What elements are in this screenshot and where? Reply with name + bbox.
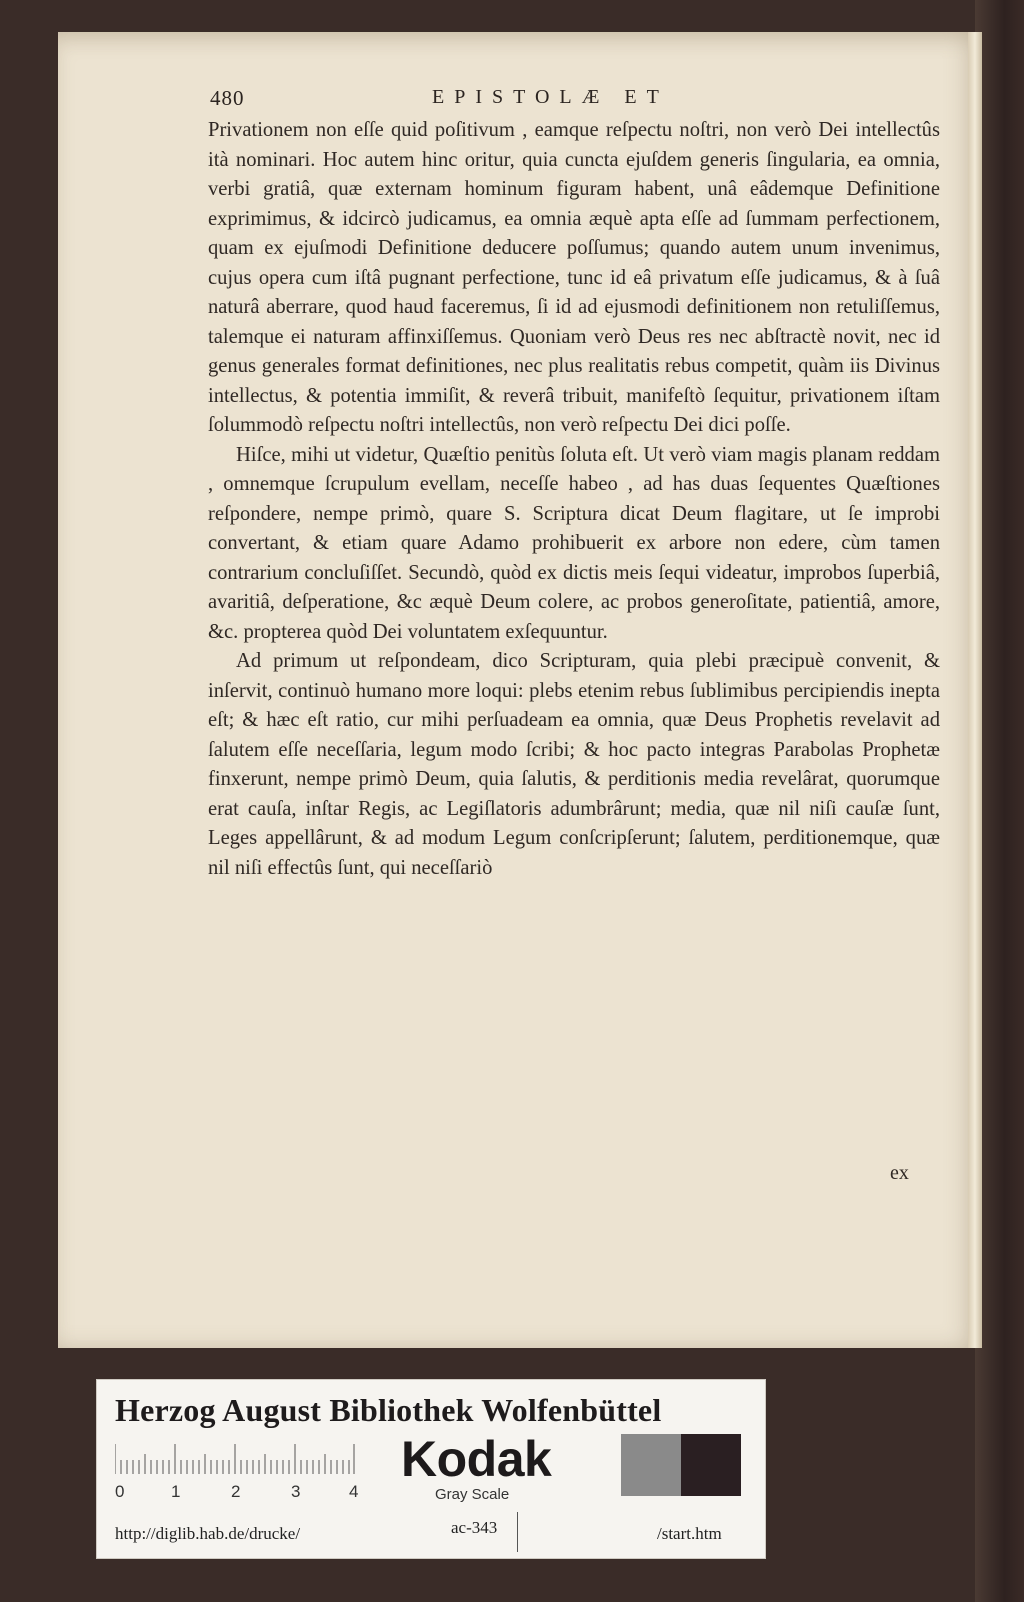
url-right: /start.htm [657, 1524, 722, 1543]
ruler-number: 2 [231, 1482, 241, 1501]
catchword: ex [890, 1162, 909, 1184]
page-header [210, 86, 940, 116]
shelfmark-code: ac-343 [451, 1518, 498, 1537]
ruler-number: 1 [171, 1482, 181, 1501]
ruler-number: 3 [291, 1482, 301, 1501]
scan-backdrop [975, 0, 1024, 1602]
running-head: EPISTOLÆ ET [432, 86, 669, 108]
library-name: Herzog August Bibliothek Wolfenbüttel [115, 1392, 662, 1428]
paragraph-1: Privationem non eſſe quid poſitivum , eamque reſpectu noſtri, non verò Dei intellectûs ità nominari. Hoc autem hinc oritur, quia cuncta ejuſdem generis ſingularia, ea omnia, verbi gratiâ, quæ externam hominum figuram habent, unâ eâdemque Definitione exprimimus, & idcircò judicamus, ea omnia æquè apta eſſe ad ſummam perfectionem, quam ex ejuſmodi Definitione deducere poſſumus; quando autem unum invenimus, cujus opera cum iſtâ pugnant perfectione, tunc id eâ privatum eſſe judicamus, & à ſuâ naturâ aberrare, quod haud faceremus, ſi id ad ejusmodi definitionem non retuliſſemus, talemque ei naturam affinxiſſemus. Quoniam verò Deus res nec abſtractè novit, nec id genus generales format definitiones, nec plus realitatis rebus competit, quàm iis Divinus intellectus, & potentia immiſit, & reverâ tribuit, manifeſtò ſequitur, privationem iſtam ſolummodò reſpectu noſtri intellectûs, non verò reſpectu Dei dici poſſe. [208, 119, 940, 436]
url-left: http://diglib.hab.de/drucke/ [115, 1524, 301, 1543]
paragraph-2: Hiſce, mihi ut videtur, Quæſtio penitùs ſoluta eſt. Ut verò viam magis planam reddam , omnemque ſcrupulum evellam, neceſſe habeo , ad has duas ſequentes Quæſtiones reſpondere, nempe primò, quare S. Scriptura dicat Deum flagitare, ut ſe improbi convertant, & etiam quare Adamo prohibuerit ex arbore non edere, cùm tamen contrarium concluſiſſet. Secundò, quòd ex dictis meis ſequi videatur, improbos ſuperbiâ, avaritiâ, deſperatione, &c æquè Deum colere, ac probos generoſitate, patientiâ, amore, &c. propterea quòd Dei voluntatem exſequuntur. [208, 443, 940, 643]
scale-ruler [115, 1440, 355, 1476]
kodak-logo: Kodak [401, 1431, 552, 1487]
gray-patch-dark [681, 1434, 741, 1496]
ruler-numbers [115, 1482, 375, 1502]
page-edge [968, 32, 982, 1348]
footer-divider [517, 1512, 518, 1552]
gray-patch-mid [621, 1434, 681, 1496]
ruler-number: 4 [349, 1482, 359, 1501]
page-number: 480 [210, 86, 245, 110]
body-text [208, 116, 940, 883]
gray-patch-white [559, 1434, 621, 1496]
library-color-card [96, 1379, 766, 1559]
gray-scale-label: Gray Scale [435, 1486, 510, 1503]
paragraph-3: Ad primum ut reſpondeam, dico Scripturam, quia plebi præcipuè convenit, & inſervit, continuò humano more loqui: plebs etenim rebus ſublimibus percipiendis inepta eſt; & hæc eſt ratio, cur mihi perſuadeam ea omnia, quæ Deus Prophetis revelavit ad ſalutem eſſe neceſſaria, legum modo ſcribi; & hoc pacto integras Parabolas Prophetæ finxerunt, nempe primò Deum, quia ſalutis, & perditionis media revelârat, quorumque erat cauſa, inſtar Regis, ac Legiſlatoris adumbrârunt; media, quæ nil niſi cauſæ ſunt, Leges appellârunt, & ad modum Legum conſcripſerunt; ſalutem, perditionemque, quæ nil niſi effectûs ſunt, qui neceſſariò [208, 650, 940, 879]
ruler-number: 0 [115, 1482, 125, 1501]
